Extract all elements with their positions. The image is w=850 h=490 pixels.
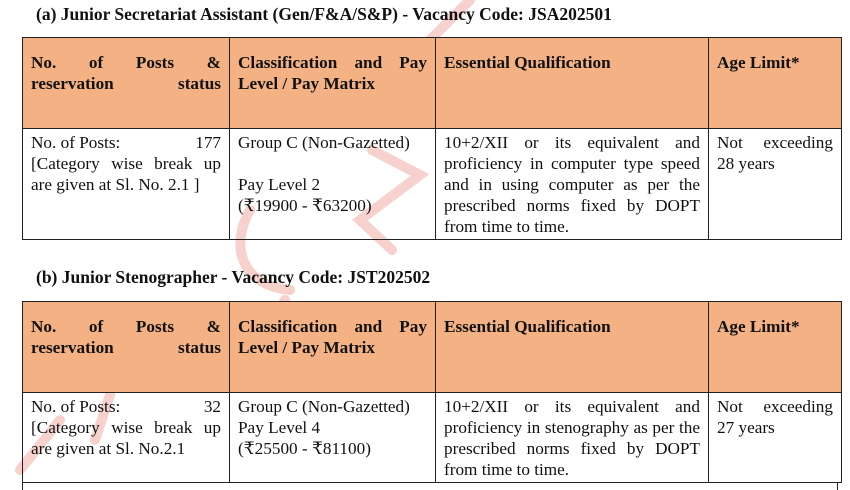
vacancy-table-jst	[22, 301, 842, 483]
header-classification: Classification and Pay Level / Pay Matrix	[230, 38, 436, 129]
posts-count: 32	[203, 397, 221, 416]
cell-posts	[23, 129, 230, 240]
header-age-limit: Age Limit*	[709, 302, 842, 393]
header-qualification: Essential Qualification	[436, 38, 709, 129]
pay-level: Pay Level 2	[238, 175, 321, 194]
posts-count: 177	[195, 133, 221, 152]
table-row	[23, 393, 842, 483]
pay-level: Pay Level 4	[238, 418, 321, 437]
header-posts: No. of Posts & reservation status	[23, 38, 230, 129]
posts-label: No. of Posts:	[31, 397, 121, 416]
header-age-limit: Age Limit*	[709, 38, 842, 129]
posts-note: [Category wise break up are given at Sl. No.2.1	[31, 418, 221, 458]
cell-age-limit	[709, 393, 842, 483]
classification-text: Group C (Non-Gazetted)	[238, 397, 410, 416]
table-continuation-left	[22, 483, 23, 490]
table-header-row	[23, 302, 842, 393]
section-a-heading: (a) Junior Secretariat Assistant (Gen/F&A/S&P) - Vacancy Code: JSA202501	[36, 4, 612, 24]
cell-classification	[230, 393, 436, 483]
cell-posts	[23, 393, 230, 483]
qualification-text: 10+2/XII or its equivalent and proficiency in stenography as per the prescribed norms fixed by DOPT from time to time.	[444, 397, 700, 479]
pay-range: (₹25500 - ₹81100)	[238, 439, 371, 458]
table-row	[23, 129, 842, 240]
qualification-text: 10+2/XII or its equivalent and proficiency in computer type speed and in using computer as per the prescribed norms fixed by DOPT from time to time.	[444, 133, 700, 236]
header-posts: No. of Posts & reservation status	[23, 302, 230, 393]
header-qualification: Essential Qualification	[436, 302, 709, 393]
table-header-row	[23, 38, 842, 129]
cell-classification	[230, 129, 436, 240]
classification-text: Group C (Non-Gazetted)	[238, 133, 410, 152]
posts-label: No. of Posts:	[31, 133, 121, 152]
cell-age-limit	[709, 129, 842, 240]
vacancy-table-jsa	[22, 37, 842, 240]
age-limit-text: Not exceeding 28 years	[717, 133, 833, 173]
header-classification: Classification and Pay Level / Pay Matrix	[230, 302, 436, 393]
table-continuation-right	[837, 483, 838, 490]
cell-qualification	[436, 129, 709, 240]
section-b-heading: (b) Junior Stenographer - Vacancy Code: JST202502	[36, 267, 431, 287]
cell-qualification	[436, 393, 709, 483]
age-limit-text: Not exceeding 27 years	[717, 397, 833, 437]
pay-range: (₹19900 - ₹63200)	[238, 196, 372, 215]
posts-note: [Category wise break up are given at Sl. No. 2.1 ]	[31, 154, 221, 194]
